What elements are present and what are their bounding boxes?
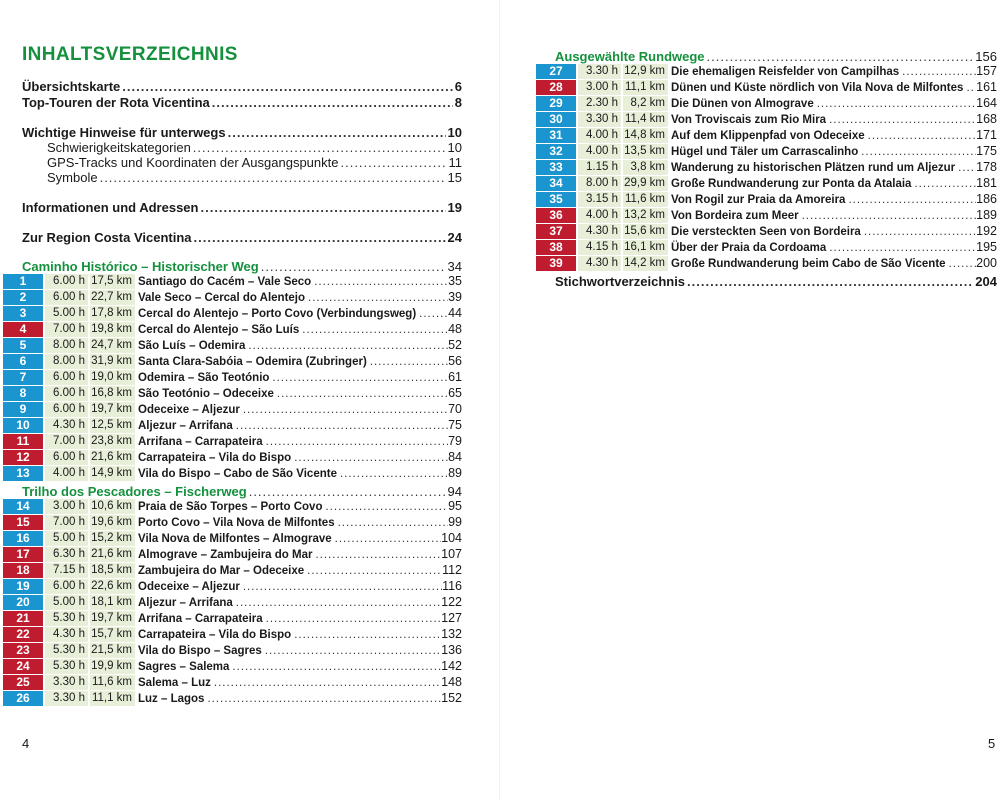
tour-number-badge: 27 [536,64,576,79]
tour-row[interactable] [3,659,462,675]
tour-duration: 7.15 h [45,563,88,578]
tour-row[interactable] [536,240,997,256]
leader-dots [307,564,442,578]
tour-title: Die versteckten Seen von Bordeira [671,226,861,238]
tour-row[interactable] [3,643,462,659]
tour-title: Die Dünen von Almograve [671,98,814,110]
tour-distance: 19,7 km [90,611,135,626]
tour-page: 136 [441,643,462,657]
tour-number-badge: 20 [3,595,43,610]
tour-row[interactable] [3,274,462,290]
tour-number-badge: 5 [3,338,43,353]
tour-distance: 10,6 km [90,499,135,514]
tour-page: 200 [976,256,997,270]
tour-duration: 4.00 h [45,466,88,481]
tour-page: 175 [976,144,997,158]
tour-row[interactable] [3,306,462,322]
tour-number-badge: 12 [3,450,43,465]
tour-page: 195 [976,240,997,254]
leader-dots [325,500,448,514]
tour-number-badge: 16 [3,531,43,546]
tour-number-badge: 13 [3,466,43,481]
tour-distance: 17,5 km [90,274,135,289]
tour-row[interactable] [3,627,462,643]
tour-page: 152 [441,691,462,705]
tour-duration: 6.00 h [45,579,88,594]
tour-title: Santiago do Cacém – Vale Seco [138,276,312,288]
tour-title: Große Rundwanderung zur Ponta da Atalaia [671,178,912,190]
tour-page: 127 [441,611,462,625]
toc-heading: INHALTSVERZEICHNIS [22,44,238,65]
tour-number-badge: 6 [3,354,43,369]
tour-number-badge: 3 [3,306,43,321]
tour-page: 89 [448,466,462,480]
leader-dots [966,81,976,95]
toc-entry-important-notes[interactable]: Wichtige Hinweise für unterwegs ..... 10 [22,125,462,140]
leader-dots [848,193,976,207]
tour-title: Cercal do Alentejo – Porto Covo (Verbindungsweg) [138,308,417,320]
tour-page: 84 [448,450,462,464]
tour-title: Vila do Bispo – Sagres [138,645,262,657]
tour-duration: 1.15 h [578,160,621,175]
leader-dots [338,516,448,530]
tour-duration: 4.00 h [578,208,621,223]
leader-dots [243,403,448,417]
tour-number-badge: 25 [3,675,43,690]
tour-title: Porto Covo – Vila Nova de Milfontes [138,517,335,529]
tour-page: 35 [448,274,462,288]
tour-row[interactable] [3,386,462,402]
tour-page: 189 [976,208,997,222]
tour-row[interactable] [536,176,997,192]
toc-entry-information[interactable]: Informationen und Adressen ..... 19 [22,200,462,215]
tour-number-badge: 8 [3,386,43,401]
tour-distance: 18,1 km [90,595,135,610]
tour-row[interactable] [536,192,997,208]
leader-dots [302,323,448,337]
tour-distance: 13,2 km [623,208,668,223]
tour-distance: 15,7 km [90,627,135,642]
leader-dots [314,275,448,289]
tour-title: Vila do Bispo – Cabo de São Vicente [138,468,337,480]
tour-title: Von Troviscais zum Rio Mira [671,114,827,126]
tour-title: Arrifana – Carrapateira [138,613,263,625]
tour-row[interactable] [536,208,997,224]
tour-page: 178 [976,160,997,174]
tour-row[interactable] [536,128,997,144]
tour-row[interactable] [3,675,462,691]
tour-row[interactable] [3,418,462,434]
leader-dots [829,241,976,255]
tour-number-badge: 29 [536,96,576,111]
page-number-left: 4 [22,736,30,751]
tour-page: 164 [976,96,997,110]
leader-dots [248,339,448,353]
tour-number-badge: 28 [536,80,576,95]
section-heading-rundwege[interactable]: Ausgewählte Rundwege ..... 156 [555,49,997,64]
tour-title: Große Rundwanderung beim Cabo de São Vicente [671,258,946,270]
leader-dots [236,419,448,433]
tour-row[interactable] [3,611,462,627]
tour-distance: 11,6 km [623,192,668,207]
tour-title: Praia de São Torpes – Porto Covo [138,501,323,513]
tour-distance: 19,8 km [90,322,135,337]
tour-distance: 21,6 km [90,547,135,562]
tour-number-badge: 4 [3,322,43,337]
tour-title: São Luís – Odemira [138,340,246,352]
tour-row[interactable] [3,515,462,531]
tour-distance: 3,8 km [623,160,668,175]
tour-number-badge: 7 [3,370,43,385]
tour-duration: 3.30 h [578,112,621,127]
tour-number-badge: 31 [536,128,576,143]
tour-page: 181 [976,176,997,190]
tour-distance: 21,5 km [90,643,135,658]
tour-list-trilho [3,499,462,707]
tour-row[interactable] [3,450,462,466]
toc-entry-region[interactable]: Zur Region Costa Vicentina ..... 24 [22,230,462,245]
tour-duration: 8.00 h [45,354,88,369]
tour-page: 142 [441,659,462,673]
tour-distance: 14,2 km [623,256,668,271]
tour-distance: 17,8 km [90,306,135,321]
tour-duration: 4.15 h [578,240,621,255]
tour-duration: 6.00 h [45,402,88,417]
leader-dots [294,628,441,642]
leader-dots [272,371,448,385]
leader-dots [214,676,441,690]
tour-distance: 24,7 km [90,338,135,353]
tour-distance: 11,4 km [623,112,668,127]
tour-distance: 18,5 km [90,563,135,578]
tour-duration: 6.00 h [45,274,88,289]
tour-page: 148 [441,675,462,689]
tour-title: Zambujeira do Mar – Odeceixe [138,565,305,577]
tour-number-badge: 17 [3,547,43,562]
tour-duration: 2.30 h [578,96,621,111]
tour-number-badge: 32 [536,144,576,159]
tour-number-badge: 38 [536,240,576,255]
leader-dots [902,65,976,79]
leader-dots [236,596,441,610]
tour-number-badge: 33 [536,160,576,175]
tour-duration: 5.00 h [45,531,88,546]
tour-duration: 3.30 h [578,64,621,79]
tour-distance: 15,2 km [90,531,135,546]
tour-row[interactable] [3,595,462,611]
tour-duration: 5.00 h [45,595,88,610]
tour-title: Von Bordeira zum Meer [671,210,799,222]
tour-row[interactable] [3,499,462,515]
leader-dots [315,548,441,562]
tour-duration: 6.00 h [45,370,88,385]
tour-number-badge: 11 [3,434,43,449]
tour-row[interactable] [3,434,462,450]
tour-distance: 31,9 km [90,354,135,369]
leader-dots [277,387,448,401]
tour-distance: 19,0 km [90,370,135,385]
tour-row[interactable] [3,547,462,563]
tour-duration: 4.00 h [578,128,621,143]
tour-duration: 5.00 h [45,306,88,321]
tour-duration: 3.00 h [45,499,88,514]
tour-page: 48 [448,322,462,336]
tour-number-badge: 22 [3,627,43,642]
tour-duration: 7.00 h [45,322,88,337]
tour-row[interactable] [536,112,997,128]
tour-distance: 11,1 km [90,691,135,706]
tour-page: 192 [976,224,997,238]
toc-entry-overview-map[interactable]: Übersichtskarte ..... 6 [22,79,462,94]
tour-page: 168 [976,112,997,126]
tour-page: 65 [448,386,462,400]
tour-row[interactable] [3,290,462,306]
leader-dots [419,307,448,321]
leader-dots [266,612,441,626]
leader-dots [340,467,448,481]
tour-row[interactable] [3,466,462,482]
leader-dots [868,129,977,143]
tour-row[interactable] [3,563,462,579]
tour-title: Cercal do Alentejo – São Luís [138,324,300,336]
tour-duration: 3.00 h [578,80,621,95]
tour-distance: 15,6 km [623,224,668,239]
tour-title: Odeceixe – Aljezur [138,404,240,416]
tour-duration: 7.00 h [45,515,88,530]
section-heading-caminho[interactable]: Caminho Histórico – Historischer Weg ..... 34 [22,259,462,274]
toc-entry-index[interactable]: Stichwortverzeichnis ..... 204 [555,274,997,289]
leader-dots [914,177,976,191]
tour-distance: 14,9 km [90,466,135,481]
leader-dots [266,435,448,449]
leader-dots [308,291,448,305]
tour-title: Carrapateira – Vila do Bispo [138,452,292,464]
toc-entry-top-tours[interactable]: Top-Touren der Rota Vicentina ..... 8 [22,95,462,110]
tour-page: 70 [448,402,462,416]
leader-dots [243,580,442,594]
tour-number-badge: 23 [3,643,43,658]
tour-number-badge: 18 [3,563,43,578]
leader-dots [829,113,976,127]
tour-title: Von Rogil zur Praia da Amoreira [671,194,846,206]
tour-duration: 7.00 h [45,434,88,449]
tour-duration: 3.30 h [45,691,88,706]
toc-entry-symbols[interactable]: Symbole ..... 15 [47,170,462,185]
tour-number-badge: 37 [536,224,576,239]
tour-page: 112 [442,563,462,577]
tour-page: 186 [976,192,997,206]
tour-duration: 4.00 h [578,144,621,159]
right-page [500,0,1000,800]
tour-page: 61 [448,370,462,384]
tour-title: Auf dem Klippenpfad von Odeceixe [671,130,865,142]
tour-list-rundwege [536,64,997,272]
tour-distance: 14,8 km [623,128,668,143]
tour-distance: 13,5 km [623,144,668,159]
tour-row[interactable] [536,96,997,112]
tour-title: Die ehemaligen Reisfelder von Campilhas [671,66,900,78]
tour-number-badge: 9 [3,402,43,417]
tour-number-badge: 39 [536,256,576,271]
toc-entry-difficulty[interactable]: Schwierigkeitskategorien ..... 10 [47,140,462,155]
tour-title: São Teotónio – Odeceixe [138,388,274,400]
tour-page: 161 [976,80,997,94]
tour-page: 107 [441,547,462,561]
tour-number-badge: 10 [3,418,43,433]
tour-title: Salema – Luz [138,677,211,689]
page-number-right: 5 [988,736,996,751]
tour-page: 157 [976,64,997,78]
tour-row[interactable] [3,402,462,418]
leader-dots [232,660,441,674]
tour-number-badge: 34 [536,176,576,191]
tour-duration: 3.15 h [578,192,621,207]
tour-duration: 6.00 h [45,450,88,465]
tour-title: Odemira – São Teotónio [138,372,270,384]
tour-page: 104 [441,531,462,545]
tour-distance: 22,7 km [90,290,135,305]
tour-row[interactable] [3,338,462,354]
tour-number-badge: 36 [536,208,576,223]
leader-dots [335,532,441,546]
tour-row[interactable] [536,256,997,272]
tour-distance: 23,8 km [90,434,135,449]
tour-duration: 4.30 h [578,224,621,239]
tour-title: Odeceixe – Aljezur [138,581,240,593]
tour-page: 122 [441,595,462,609]
tour-row[interactable] [3,691,462,707]
tour-page: 79 [448,434,462,448]
tour-title: Aljezur – Arrifana [138,420,233,432]
tour-distance: 11,6 km [90,675,135,690]
tour-duration: 5.30 h [45,659,88,674]
tour-row[interactable] [536,224,997,240]
tour-row[interactable] [3,370,462,386]
tour-number-badge: 1 [3,274,43,289]
tour-page: 171 [976,128,997,142]
tour-title: Dünen und Küste nördlich von Vila Nova de Milfontes [671,82,964,94]
tour-distance: 19,7 km [90,402,135,417]
tour-number-badge: 15 [3,515,43,530]
tour-distance: 21,6 km [90,450,135,465]
tour-duration: 6.00 h [45,386,88,401]
tour-row[interactable] [536,64,997,80]
tour-row[interactable] [536,80,997,96]
tour-number-badge: 24 [3,659,43,674]
tour-distance: 19,6 km [90,515,135,530]
tour-number-badge: 26 [3,691,43,706]
tour-number-badge: 30 [536,112,576,127]
tour-page: 39 [448,290,462,304]
tour-distance: 11,1 km [623,80,668,95]
tour-list-caminho [3,274,462,482]
tour-duration: 5.30 h [45,643,88,658]
leader-dots [265,644,441,658]
tour-duration: 5.30 h [45,611,88,626]
tour-title: Almograve – Zambujeira do Mar [138,549,313,561]
tour-title: Wanderung zu historischen Plätzen rund um Aljezur [671,162,956,174]
tour-distance: 29,9 km [623,176,668,191]
tour-duration: 4.30 h [45,627,88,642]
tour-row[interactable] [3,579,462,595]
leader-dots [864,225,976,239]
tour-title: Vila Nova de Milfontes – Almograve [138,533,332,545]
tour-distance: 12,5 km [90,418,135,433]
tour-row[interactable] [3,322,462,338]
tour-title: Hügel und Täler um Carrascalinho [671,146,859,158]
tour-title: Arrifana – Carrapateira [138,436,263,448]
tour-number-badge: 21 [3,611,43,626]
tour-row[interactable] [536,160,997,176]
leader-dots [949,257,977,271]
tour-duration: 8.00 h [45,338,88,353]
tour-title: Über der Praia da Cordoama [671,242,827,254]
tour-title: Vale Seco – Cercal do Alentejo [138,292,306,304]
tour-duration: 3.30 h [45,675,88,690]
leader-dots [294,451,448,465]
tour-page: 95 [448,499,462,513]
tour-duration: 4.30 h [578,256,621,271]
tour-title: Aljezur – Arrifana [138,597,233,609]
tour-duration: 4.30 h [45,418,88,433]
tour-number-badge: 14 [3,499,43,514]
tour-distance: 12,9 km [623,64,668,79]
tour-page: 52 [448,338,462,352]
tour-duration: 6.00 h [45,290,88,305]
leader-dots [861,145,976,159]
tour-page: 132 [441,627,462,641]
tour-page: 56 [448,354,462,368]
tour-number-badge: 19 [3,579,43,594]
tour-page: 99 [448,515,462,529]
tour-row[interactable] [536,144,997,160]
tour-title: Sagres – Salema [138,661,230,673]
leader-dots [207,692,441,706]
tour-distance: 8,2 km [623,96,668,111]
tour-row[interactable] [3,354,462,370]
tour-page: 116 [442,579,462,593]
tour-page: 44 [448,306,462,320]
tour-title: Luz – Lagos [138,693,205,705]
tour-distance: 16,8 km [90,386,135,401]
tour-title: Santa Clara-Sabóia – Odemira (Zubringer) [138,356,367,368]
leader-dots [370,355,448,369]
tour-duration: 6.30 h [45,547,88,562]
tour-distance: 16,1 km [623,240,668,255]
tour-distance: 19,9 km [90,659,135,674]
toc-entry-gps-tracks[interactable]: GPS-Tracks und Koordinaten der Ausgangspunkte ..... 11 [47,155,462,170]
tour-title: Carrapateira – Vila do Bispo [138,629,292,641]
tour-number-badge: 2 [3,290,43,305]
tour-distance: 22,6 km [90,579,135,594]
leader-dots [958,161,976,175]
leader-dots [802,209,977,223]
tour-page: 75 [448,418,462,432]
tour-number-badge: 35 [536,192,576,207]
section-heading-trilho[interactable]: Trilho dos Pescadores – Fischerweg ..... 94 [22,484,462,499]
tour-row[interactable] [3,531,462,547]
leader-dots [817,97,976,111]
tour-duration: 8.00 h [578,176,621,191]
